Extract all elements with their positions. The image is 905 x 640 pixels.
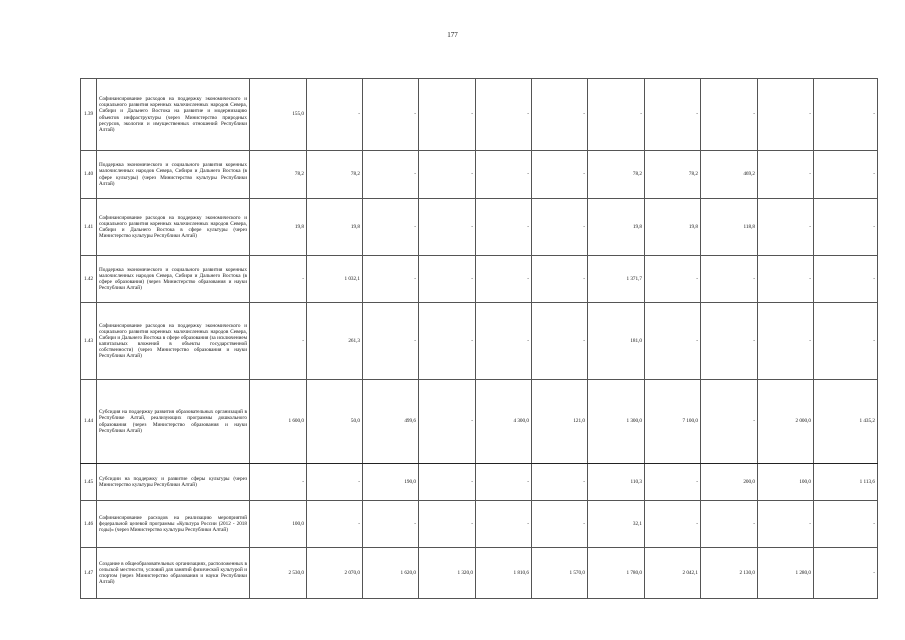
page-number: 177 [447, 31, 458, 39]
value-cell: - [532, 464, 588, 501]
value-cell: - [419, 380, 476, 464]
value-cell: - [419, 151, 476, 199]
value-cell: 78,2 [645, 151, 701, 199]
value-cell: - [814, 79, 878, 151]
value-cell: - [476, 79, 532, 151]
value-cell: 19,8 [588, 199, 645, 256]
value-cell: 1 780,0 [588, 548, 645, 599]
value-cell: 499,6 [363, 380, 419, 464]
value-cell: 121,0 [532, 380, 588, 464]
value-cell: 1 113,6 [814, 464, 878, 501]
value-cell: - [814, 501, 878, 548]
value-cell: - [758, 501, 814, 548]
value-cell: - [532, 303, 588, 380]
value-cell: - [419, 501, 476, 548]
row-number: 1.45 [81, 464, 97, 501]
row-description: Субсидия на поддержку развития образовательных организаций в Республике Алтай, реализующих программы дошкольного образования (через Министерство образования и науки Республики Алтай) [97, 380, 250, 464]
value-cell: - [814, 151, 878, 199]
value-cell: - [363, 151, 419, 199]
row-description: Софинансирование расходов на реализацию мероприятий федеральной целевой программы «Культура России (2012 - 2018 годы)» (через Министерство культуры Республики Алтай) [97, 501, 250, 548]
value-cell: 50,0 [307, 380, 363, 464]
value-cell: - [250, 303, 307, 380]
value-cell: - [645, 303, 701, 380]
value-cell: - [363, 256, 419, 303]
row-description: Поддержка экономического и социального развития коренных малочисленных народов Севера, Сибири и Дальнего Востока (в сфере образования) (через Министерство образования и науки Республики Алтай) [97, 256, 250, 303]
value-cell: - [532, 256, 588, 303]
value-cell: 32,1 [588, 501, 645, 548]
value-cell: 100,0 [758, 464, 814, 501]
row-description: Создание в общеобразовательных организациях, расположенных в сельской местности, условий для занятий физической культурой и спортом (через Министерство образования и науки Республики Алтай) [97, 548, 250, 599]
row-number: 1.42 [81, 256, 97, 303]
table-row [81, 548, 878, 599]
table-row [81, 151, 878, 199]
value-cell: - [363, 501, 419, 548]
row-description: Софинансирование расходов на поддержку экономического и социального развития коренных малочисленных народов Севера, Сибири и Дальнего Востока на развитие и модернизацию объектов инфраструктуры (через Министерство природных ресурсов, экологии и имущественных отношений Республики Алтай) [97, 79, 250, 151]
table-row [81, 79, 878, 151]
row-number: 1.43 [81, 303, 97, 380]
row-description: Софинансирование расходов на поддержку экономического и социального развития коренных малочисленных народов Севера, Сибири и Дальнего Востока в сфере образования (за исключением капитальных вложений в объекты государственной собственности) (через Министерство образования и науки Республики Алтай) [97, 303, 250, 380]
row-description: Софинансирование расходов на поддержку экономического и социального развития коренных малочисленных народов Севера, Сибири и Дальнего Востока в сфере культуры (через Министерство культуры Республики Алтай) [97, 199, 250, 256]
value-cell: - [250, 256, 307, 303]
value-cell: 1 810,6 [476, 548, 532, 599]
value-cell: 2 530,0 [250, 548, 307, 599]
value-cell: - [363, 79, 419, 151]
value-cell: 4 300,0 [476, 380, 532, 464]
row-description: Субсидии на поддержку и развитие сферы культуры (через Министерство культуры Республики Алтай) [97, 464, 250, 501]
value-cell: - [419, 464, 476, 501]
value-cell: - [476, 501, 532, 548]
value-cell: 19,8 [307, 199, 363, 256]
value-cell: - [701, 303, 758, 380]
value-cell: 261,3 [307, 303, 363, 380]
value-cell: - [419, 256, 476, 303]
value-cell: - [419, 199, 476, 256]
value-cell: 2 070,0 [307, 548, 363, 599]
value-cell: 7 100,0 [645, 380, 701, 464]
value-cell: 19,8 [250, 199, 307, 256]
value-cell: - [476, 151, 532, 199]
value-cell: - [814, 303, 878, 380]
value-cell: - [532, 501, 588, 548]
value-cell: 2 042,1 [645, 548, 701, 599]
value-cell: - [758, 199, 814, 256]
value-cell: - [419, 79, 476, 151]
value-cell: 181,0 [588, 303, 645, 380]
value-cell: 78,2 [588, 151, 645, 199]
table-row [81, 256, 878, 303]
value-cell: 19,8 [645, 199, 701, 256]
value-cell: 1 320,0 [419, 548, 476, 599]
value-cell: - [476, 256, 532, 303]
value-cell: 118,8 [701, 199, 758, 256]
table-row [81, 464, 878, 501]
value-cell: - [476, 199, 532, 256]
value-cell: - [532, 79, 588, 151]
value-cell: 2 000,0 [758, 380, 814, 464]
table-row [81, 303, 878, 380]
value-cell: - [307, 464, 363, 501]
value-cell: - [701, 501, 758, 548]
value-cell: - [814, 199, 878, 256]
value-cell: - [814, 256, 878, 303]
table-body [81, 79, 878, 599]
value-cell: - [476, 303, 532, 380]
row-number: 1.40 [81, 151, 97, 199]
value-cell: 2 130,0 [701, 548, 758, 599]
value-cell: 110,3 [588, 464, 645, 501]
value-cell: - [645, 501, 701, 548]
value-cell: - [363, 303, 419, 380]
value-cell: - [758, 151, 814, 199]
value-cell: - [758, 256, 814, 303]
value-cell: 190,0 [363, 464, 419, 501]
value-cell: - [701, 256, 758, 303]
value-cell: 78,2 [307, 151, 363, 199]
value-cell: - [588, 79, 645, 151]
row-number: 1.46 [81, 501, 97, 548]
value-cell: - [532, 151, 588, 199]
value-cell: 1 570,0 [532, 548, 588, 599]
value-cell: - [758, 303, 814, 380]
table-row [81, 380, 878, 464]
value-cell: 78,2 [250, 151, 307, 199]
value-cell: 1 371,7 [588, 256, 645, 303]
value-cell: 1 435,2 [814, 380, 878, 464]
value-cell: - [532, 199, 588, 256]
value-cell: - [307, 79, 363, 151]
value-cell: - [250, 464, 307, 501]
value-cell: 155,0 [250, 79, 307, 151]
value-cell: - [307, 501, 363, 548]
value-cell: 1 600,0 [250, 380, 307, 464]
value-cell: - [701, 79, 758, 151]
value-cell: 1 032,1 [307, 256, 363, 303]
budget-table [80, 78, 878, 599]
row-description: Поддержка экономического и социального развития коренных малочисленных народов Севера, Сибири и Дальнего Востока (в сфере культуры) (через Министерство культуры Республики Алтай) [97, 151, 250, 199]
value-cell: 100,0 [250, 501, 307, 548]
value-cell: 200,0 [701, 464, 758, 501]
table-row [81, 199, 878, 256]
row-number: 1.44 [81, 380, 97, 464]
value-cell: - [645, 256, 701, 303]
value-cell: 469,2 [701, 151, 758, 199]
value-cell: - [701, 380, 758, 464]
value-cell: 1 300,0 [588, 380, 645, 464]
value-cell: 1 620,0 [363, 548, 419, 599]
value-cell: - [363, 199, 419, 256]
value-cell: - [645, 79, 701, 151]
value-cell: - [645, 464, 701, 501]
value-cell: - [814, 548, 878, 599]
row-number: 1.41 [81, 199, 97, 256]
table-row [81, 501, 878, 548]
row-number: 1.39 [81, 79, 97, 151]
value-cell: 1 280,0 [758, 548, 814, 599]
row-number: 1.47 [81, 548, 97, 599]
value-cell: - [476, 464, 532, 501]
value-cell: - [419, 303, 476, 380]
value-cell: - [758, 79, 814, 151]
